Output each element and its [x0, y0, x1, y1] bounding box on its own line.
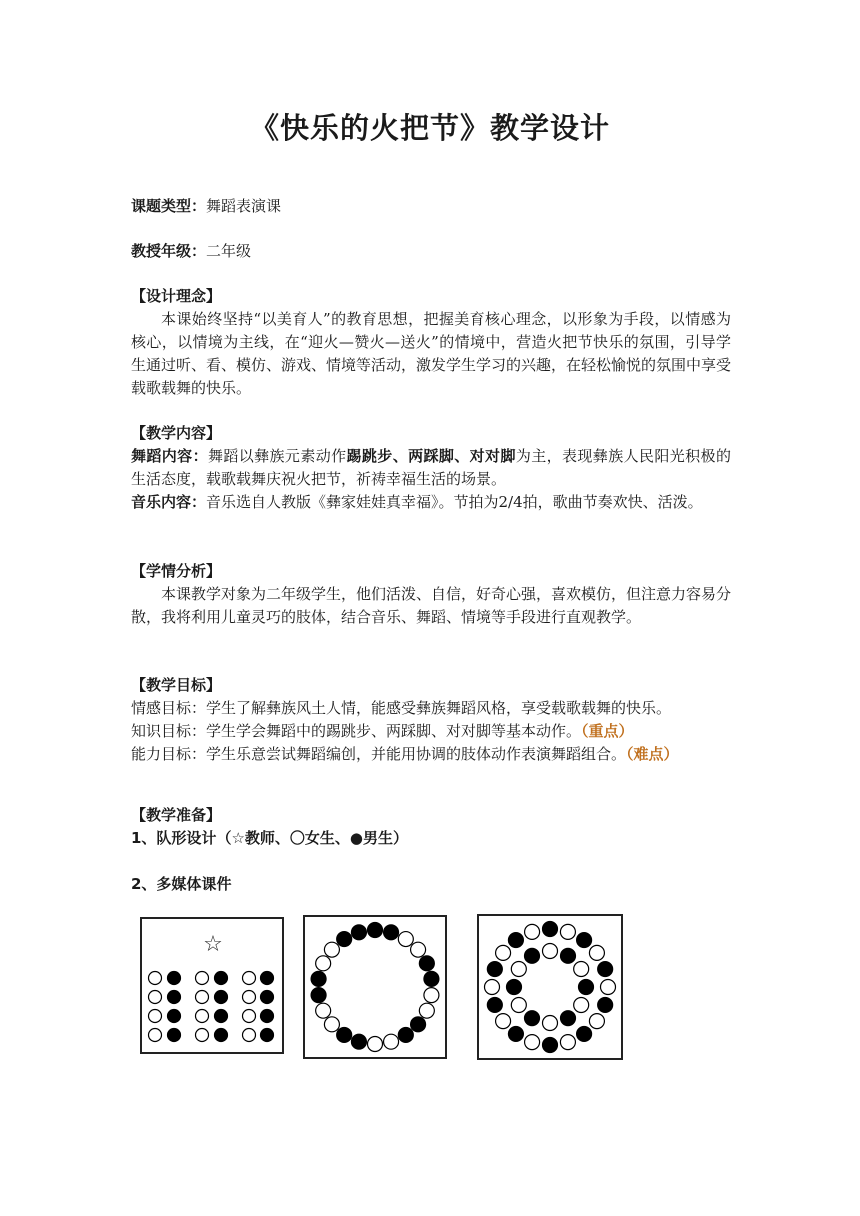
- content-heading: 【教学内容】: [131, 424, 222, 442]
- girl-dot: [196, 991, 209, 1004]
- boy-dot: [508, 1026, 523, 1041]
- boy-dot: [351, 1034, 366, 1049]
- girl-dot: [511, 998, 526, 1013]
- girl-dot: [574, 998, 589, 1013]
- grade-value: 二年级: [206, 242, 252, 260]
- prep-item-multimedia: 2、多媒体课件: [131, 875, 232, 893]
- boy-dot: [487, 997, 502, 1012]
- prep-heading: 【教学准备】: [131, 806, 222, 824]
- girl-dot: [543, 944, 558, 959]
- grade-label: 教授年级：: [131, 242, 207, 260]
- boy-dot: [525, 948, 540, 963]
- girl-dot: [543, 1016, 558, 1031]
- girl-dot: [149, 1029, 162, 1042]
- boy-dot: [168, 991, 181, 1004]
- girl-dot: [316, 956, 331, 971]
- boy-dot: [384, 925, 399, 940]
- girl-dot: [589, 1014, 604, 1029]
- girl-dot: [485, 980, 500, 995]
- girl-dot: [496, 945, 511, 960]
- girl-dot: [324, 942, 339, 957]
- girl-dot: [601, 980, 616, 995]
- boy-dot: [543, 1038, 558, 1053]
- goal-ability-tag: （难点）: [626, 745, 679, 763]
- boy-dot: [261, 991, 274, 1004]
- boy-dot: [561, 948, 576, 963]
- course-type-label: 课题类型：: [131, 197, 207, 215]
- music-content-text: 音乐选自人教版《彝家娃娃真幸福》。节拍为2/4拍，歌曲节奏欢快、活泼。: [206, 493, 703, 511]
- goal-emotion: 情感目标：学生了解彝族风土人情，能感受彝族舞蹈风格，享受载歌载舞的快乐。: [131, 699, 672, 717]
- girl-dot: [525, 924, 540, 939]
- goal-knowledge-tag: （重点）: [581, 722, 634, 740]
- formation-circle-svg: [305, 917, 445, 1057]
- boy-dot: [215, 1010, 228, 1023]
- formation-rows-svg: [142, 919, 282, 1052]
- girl-dot: [196, 972, 209, 985]
- girl-dot: [424, 988, 439, 1003]
- dance-content-paragraph: [131, 445, 731, 491]
- dance-content-post: 为主，表现彝族人民阳光积极的生活态度，载歌载舞庆祝火把节，祈祷幸福生活的场景。: [131, 447, 731, 488]
- boy-dot: [215, 1029, 228, 1042]
- boy-dot: [561, 1011, 576, 1026]
- girl-dot: [196, 1010, 209, 1023]
- design-concept-heading: 【设计理念】: [131, 287, 222, 305]
- boy-dot: [598, 997, 613, 1012]
- boy-dot: [598, 962, 613, 977]
- girl-dot: [398, 932, 413, 947]
- formation-diagram-double-circle: [477, 914, 623, 1060]
- course-type-value: 舞蹈表演课: [206, 197, 282, 215]
- girl-dot: [324, 1017, 339, 1032]
- formation-double-circle-svg: [479, 916, 621, 1058]
- goal-ability: [131, 743, 731, 766]
- formation-diagram-circle: [303, 915, 447, 1059]
- formation-diagram-rows: [140, 917, 284, 1054]
- girl-dot: [243, 1010, 256, 1023]
- boy-dot: [215, 991, 228, 1004]
- girl-dot: [560, 1035, 575, 1050]
- boy-dot: [311, 971, 326, 986]
- girl-dot: [525, 1035, 540, 1050]
- dance-content-label: 舞蹈内容：: [131, 447, 208, 465]
- girl-dot: [384, 1034, 399, 1049]
- goal-ability-text: 能力目标：学生乐意尝试舞蹈编创，并能用协调的肢体动作表演舞蹈组合。: [131, 745, 627, 763]
- girl-dot: [196, 1029, 209, 1042]
- boy-dot: [508, 933, 523, 948]
- girl-dot: [589, 945, 604, 960]
- boy-dot: [577, 933, 592, 948]
- girl-dot: [149, 972, 162, 985]
- goal-knowledge-text: 知识目标：学生学会舞蹈中的踢跳步、两踩脚、对对脚等基本动作。: [131, 722, 582, 740]
- girl-dot: [560, 924, 575, 939]
- boy-dot: [351, 925, 366, 940]
- boy-dot: [311, 988, 326, 1003]
- girl-dot: [419, 1003, 434, 1018]
- boy-dot: [368, 923, 383, 938]
- boy-dot: [168, 1029, 181, 1042]
- girl-dot: [496, 1014, 511, 1029]
- boy-dot: [261, 1010, 274, 1023]
- boy-dot: [215, 972, 228, 985]
- design-concept-text: 本课始终坚持“以美育人”的教育思想，把握美育核心理念，以形象为手段，以情感为核心，以情境为主线，在“迎火—赞火—送火”的情境中，营造火把节快乐的氛围，引导学生通过听、看、模仿、游戏、情境等活动，激发学生学习的兴趣，在轻松愉悦的氛围中享受载歌载舞的快乐。: [131, 310, 732, 397]
- page-title: 《快乐的火把节》教学设计: [249, 111, 610, 145]
- girl-dot: [149, 991, 162, 1004]
- girl-dot: [574, 962, 589, 977]
- girl-dot: [243, 1029, 256, 1042]
- music-content-paragraph: [131, 491, 731, 514]
- girl-dot: [149, 1010, 162, 1023]
- boy-dot: [411, 1017, 426, 1032]
- course-type-line: [131, 195, 731, 218]
- boy-dot: [168, 1010, 181, 1023]
- boy-dot: [543, 922, 558, 937]
- dance-content-steps: 踢跳步、两踩脚、对对脚: [346, 447, 516, 465]
- goal-knowledge: [131, 720, 731, 743]
- boy-dot: [507, 980, 522, 995]
- girl-dot: [411, 942, 426, 957]
- boy-dot: [487, 962, 502, 977]
- prep-item-formation: 1、队形设计（☆教师、〇女生、●男生）: [131, 829, 408, 847]
- analysis-heading: 【学情分析】: [131, 562, 222, 580]
- boy-dot: [337, 1027, 352, 1042]
- girl-dot: [511, 962, 526, 977]
- boy-dot: [261, 1029, 274, 1042]
- grade-line: [131, 240, 731, 263]
- boy-dot: [168, 972, 181, 985]
- goals-heading: 【教学目标】: [131, 676, 222, 694]
- girl-dot: [316, 1003, 331, 1018]
- teacher-star-icon: ☆: [203, 932, 223, 957]
- music-content-label: 音乐内容：: [131, 493, 207, 511]
- boy-dot: [337, 932, 352, 947]
- analysis-text: 本课教学对象为二年级学生，他们活泼、自信，好奇心强，喜欢模仿，但注意力容易分散，我将利用儿童灵巧的肢体，结合音乐、舞蹈、情境等手段进行直观教学。: [131, 585, 732, 626]
- boy-dot: [525, 1011, 540, 1026]
- girl-dot: [368, 1037, 383, 1052]
- boy-dot: [577, 1026, 592, 1041]
- dance-content-pre: 舞蹈以彝族元素动作: [207, 447, 347, 465]
- boy-dot: [398, 1027, 413, 1042]
- boy-dot: [579, 980, 594, 995]
- boy-dot: [424, 971, 439, 986]
- boy-dot: [261, 972, 274, 985]
- boy-dot: [419, 956, 434, 971]
- girl-dot: [243, 972, 256, 985]
- girl-dot: [243, 991, 256, 1004]
